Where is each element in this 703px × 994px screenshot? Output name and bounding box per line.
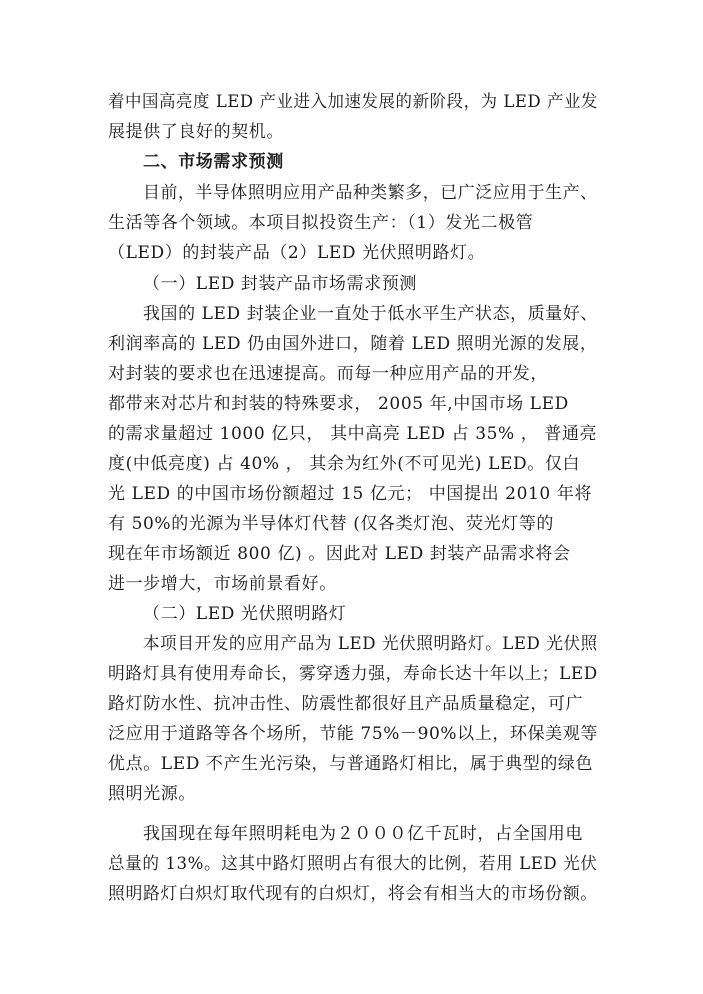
text-line: 我国现在每年照明耗电为２０００亿千瓦时，占全国用电	[143, 824, 583, 844]
text-line: 泛应用于道路等各个场所，节能 75%－90%以上，环保美观等	[108, 724, 598, 744]
text-line: 都带来对芯片和封装的特殊要求， 2005 年,中国市场 LED	[108, 394, 569, 414]
subsection-heading: （一）LED 封装产品市场需求预测	[143, 274, 417, 294]
text-line: 路灯防水性、抗冲击性、防震性都很好且产品质量稳定，可广	[108, 694, 584, 714]
text-line: 进一步增大，市场前景看好。	[108, 574, 337, 594]
text-line: 利润率高的 LED 仍由国外进口，随着 LED 照明光源的发展，	[108, 334, 598, 354]
text-line: 目前，半导体照明应用产品种类繁多，已广泛应用于生产、	[143, 183, 598, 203]
subsection-heading: （二）LED 光伏照明路灯	[143, 604, 347, 624]
text-line: 光 LED 的中国市场份额超过 15 亿元； 中国提出 2010 年将	[108, 484, 593, 504]
text-line: 总量的 13%。这其中路灯照明占有很大的比例，若用 LED 光伏	[108, 854, 598, 874]
text-line: 我国的 LED 封装企业一直处于低水平生产状态，质量好、	[143, 304, 598, 324]
text-line: （LED）的封装产品（2）LED 光伏照明路灯。	[108, 243, 486, 263]
text-line: 对封装的要求也在迅速提高。而每一种应用产品的开发，	[108, 364, 548, 384]
section-heading: 二、市场需求预测	[143, 152, 284, 172]
text-line: 度(中低亮度) 占 40% ， 其余为红外(不可见光) LED。仅白	[108, 454, 581, 474]
text-line: 有 50%的光源为半导体灯代替 (仅各类灯泡、荧光灯等的	[108, 514, 555, 534]
text-line: 优点。LED 不产生光污染，与普通路灯相比，属于典型的绿色	[108, 754, 594, 774]
text-line: 的需求量超过 1000 亿只， 其中高亮 LED 占 35% ， 普通亮	[108, 424, 598, 444]
text-line: 着中国高亮度 LED 产业进入加速发展的新阶段，为 LED 产业发	[108, 92, 599, 112]
text-line: 展提供了良好的契机。	[108, 122, 284, 142]
text-line: 现在年市场额近 800 亿) 。因此对 LED 封装产品需求将会	[108, 544, 571, 564]
text-line: 明路灯具有使用寿命长，雾穿透力强，寿命长达十年以上；LED	[108, 664, 598, 684]
text-line: 照明路灯白炽灯取代现有的白炽灯，将会有相当大的市场份额。	[108, 884, 598, 904]
text-line: 本项目开发的应用产品为 LED 光伏照明路灯。LED 光伏照	[143, 634, 598, 654]
text-line: 照明光源。	[108, 784, 196, 804]
text-line: 生活等各个领域。本项目拟投资生产：（1）发光二极管	[108, 213, 534, 233]
